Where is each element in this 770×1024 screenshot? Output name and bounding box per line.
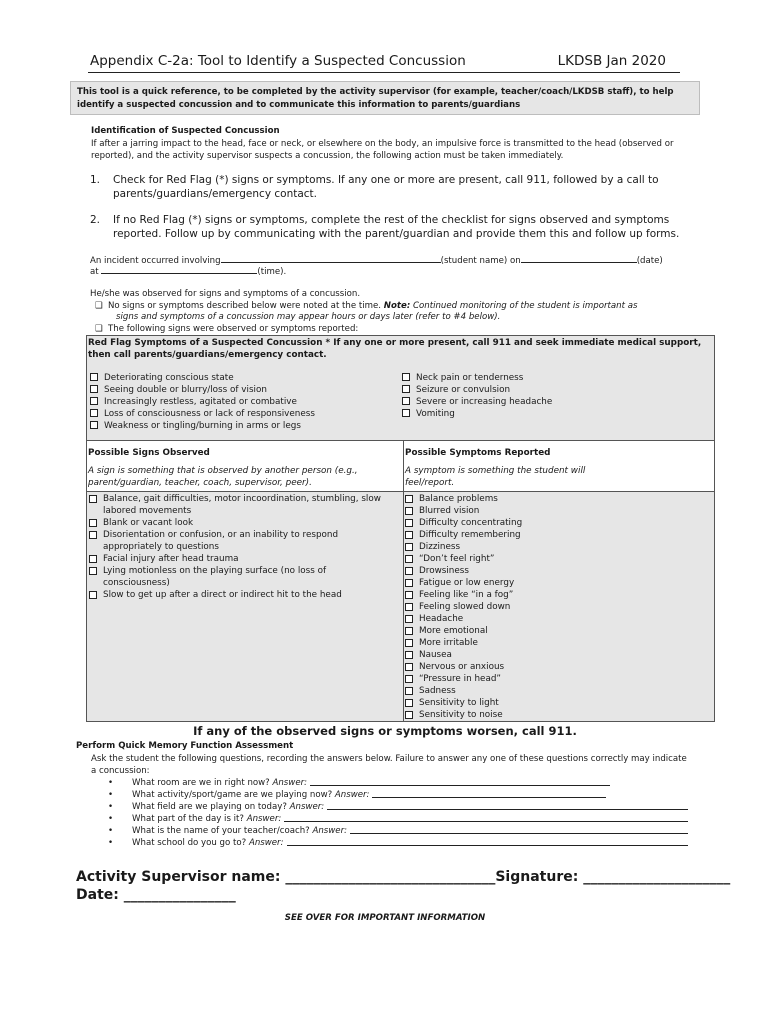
checkbox-icon[interactable] bbox=[405, 543, 413, 551]
signs-heading: Possible Signs Observed bbox=[88, 448, 210, 458]
footer-note: SEE OVER FOR IMPORTANT INFORMATION bbox=[284, 913, 486, 923]
red-flag-heading: Red Flag Symptoms of a Suspected Concussion * If any one or more present, call 911 and seek immediate medical support, then call parents/guardians/emergency contact. bbox=[88, 338, 702, 360]
symptom-item: “Pressure in head” bbox=[405, 673, 705, 685]
step-number: 1. bbox=[90, 174, 101, 186]
checkbox-icon[interactable] bbox=[405, 591, 413, 599]
action-steps bbox=[90, 173, 690, 253]
checkbox-icon[interactable] bbox=[90, 397, 98, 405]
symptom-item: Difficulty concentrating bbox=[405, 517, 705, 529]
checkbox-icon[interactable] bbox=[89, 495, 97, 503]
step-number: 2. bbox=[90, 214, 101, 226]
option-no-signs bbox=[90, 301, 690, 313]
checkbox-icon[interactable] bbox=[405, 651, 413, 659]
at-label: at bbox=[90, 267, 99, 277]
incident-line-2 bbox=[90, 265, 286, 278]
note-label: Note: bbox=[383, 300, 411, 311]
symptom-item: Headache bbox=[405, 613, 705, 625]
answer-field[interactable] bbox=[350, 825, 688, 834]
checkbox-icon[interactable] bbox=[90, 421, 98, 429]
supervisor-label: Activity Supervisor name: bbox=[76, 869, 281, 885]
symptom-item: Sadness bbox=[405, 685, 705, 697]
symptoms-description: A symptom is something the student will feel/report. bbox=[405, 466, 586, 488]
date-label: Date: bbox=[76, 887, 119, 903]
checkbox-icon[interactable] bbox=[89, 555, 97, 563]
answer-field[interactable] bbox=[310, 777, 610, 786]
sign-item: Slow to get up after a direct or indirect hit to the head bbox=[89, 589, 399, 601]
answer-field[interactable] bbox=[372, 789, 606, 798]
red-flag-item: Deteriorating conscious state bbox=[90, 372, 315, 384]
symptom-item: Sensitivity to noise bbox=[405, 709, 705, 721]
question-item: • What is the name of your teacher/coach? Answer: bbox=[108, 825, 688, 837]
checkbox-icon[interactable] bbox=[402, 385, 410, 393]
question-item: • What part of the day is it? Answer: bbox=[108, 813, 688, 825]
red-flag-item: Vomiting bbox=[402, 408, 552, 420]
sign-item: Lying motionless on the playing surface (no loss of consciousness) bbox=[89, 565, 399, 589]
checkbox-icon[interactable] bbox=[89, 531, 97, 539]
checkbox-icon[interactable] bbox=[405, 495, 413, 503]
page-title: Appendix C-2a: Tool to Identify a Suspected Concussion bbox=[90, 53, 466, 69]
red-flag-item: Seeing double or blurry/loss of vision bbox=[90, 384, 315, 396]
question-item: • What room are we in right now? Answer: bbox=[108, 777, 688, 789]
signature-label: Signature: bbox=[495, 869, 579, 885]
option-signs-observed bbox=[90, 324, 690, 336]
signs-symptoms-box bbox=[86, 491, 715, 722]
symptom-item: Fatigue or low energy bbox=[405, 577, 705, 589]
memory-instructions: Ask the student the following questions, recording the answers below. Failure to answer any one of these questions correctly may indicate a concussion: bbox=[91, 754, 687, 776]
date-label: (date) bbox=[636, 256, 663, 266]
checkbox-icon[interactable] bbox=[405, 519, 413, 527]
memory-heading: Perform Quick Memory Function Assessment bbox=[76, 741, 294, 751]
supervisor-name-field[interactable]: ______________________________ bbox=[285, 869, 496, 885]
symptoms-heading: Possible Symptoms Reported bbox=[405, 448, 551, 458]
checkbox-icon[interactable] bbox=[405, 711, 413, 719]
symptom-item: Feeling like “in a fog” bbox=[405, 589, 705, 601]
checkbox-icon[interactable] bbox=[405, 639, 413, 647]
student-name-field[interactable] bbox=[221, 254, 441, 263]
signs-description: A sign is something that is observed by another person (e.g., parent/guardian, teacher, coach, supervisor, peer). bbox=[88, 466, 358, 488]
sign-item: Disorientation or confusion, or an inability to respond appropriately to questions bbox=[89, 529, 399, 553]
option-text: No signs or symptoms described below were noted at the time. bbox=[108, 300, 382, 311]
answer-field[interactable] bbox=[287, 837, 689, 846]
symptom-item: Difficulty remembering bbox=[405, 529, 705, 541]
red-flag-item: Seizure or convulsion bbox=[402, 384, 552, 396]
checkbox-icon[interactable] bbox=[90, 409, 98, 417]
checkbox-icon[interactable] bbox=[405, 675, 413, 683]
symptom-item: More emotional bbox=[405, 625, 705, 637]
step-1 bbox=[90, 173, 690, 201]
student-name-label: (student name) on bbox=[440, 256, 521, 266]
worsen-warning: If any of the observed signs or symptoms worsen, call 911. bbox=[193, 724, 577, 738]
signature-date-field[interactable]: ________________ bbox=[123, 887, 236, 903]
note-text: Continued monitoring of the student is important as bbox=[413, 300, 638, 311]
symptom-item: More irritable bbox=[405, 637, 705, 649]
sign-item: Blank or vacant look bbox=[89, 517, 399, 529]
checkbox-icon[interactable] bbox=[90, 373, 98, 381]
symptom-item: Dizziness bbox=[405, 541, 705, 553]
checkbox-icon[interactable]: ❑ bbox=[95, 300, 103, 311]
identification-text: If after a jarring impact to the head, face or neck, or elsewhere on the body, an impulsive force is transmitted to the head (observed or reported), and the activity supervisor suspects a concussion, the following action must be taken immediately. bbox=[91, 139, 674, 161]
checkbox-icon[interactable] bbox=[405, 687, 413, 695]
memory-questions bbox=[108, 777, 688, 849]
checkbox-icon[interactable] bbox=[405, 567, 413, 575]
step-text: Check for Red Flag (*) signs or symptoms. If any one or more are present, call 911, followed by a call to parents/guardians/emergency contact. bbox=[113, 174, 659, 200]
symptom-item: Blurred vision bbox=[405, 505, 705, 517]
intro-box: This tool is a quick reference, to be completed by the activity supervisor (for example, teacher/coach/LKDSB staff), to help identify a suspected concussion and to communicate this information to parents/guardians bbox=[70, 81, 700, 115]
red-flag-right-list bbox=[402, 372, 552, 420]
incident-label: An incident occurred involving bbox=[90, 256, 221, 266]
note-continuation bbox=[90, 312, 690, 324]
red-flag-item: Loss of consciousness or lack of responsiveness bbox=[90, 408, 315, 420]
red-flag-item: Increasingly restless, agitated or combative bbox=[90, 396, 315, 408]
checkbox-icon[interactable] bbox=[90, 385, 98, 393]
date-field[interactable] bbox=[521, 254, 637, 263]
step-text: If no Red Flag (*) signs or symptoms, complete the rest of the checklist for signs observed and symptoms reported. Follow up by communicating with the parent/guardian and provide them this and follow up forms. bbox=[113, 214, 680, 240]
checkbox-icon[interactable] bbox=[405, 603, 413, 611]
symptom-item: Sensitivity to light bbox=[405, 697, 705, 709]
note-text-2: signs and symptoms of a concussion may appear hours or days later (refer to #4 below). bbox=[116, 312, 501, 322]
checkbox-icon[interactable] bbox=[405, 699, 413, 707]
supervisor-line bbox=[76, 868, 730, 886]
red-flag-left-list bbox=[90, 372, 315, 432]
symptoms-list bbox=[405, 493, 705, 721]
date-line bbox=[76, 886, 730, 904]
checkbox-icon[interactable] bbox=[405, 615, 413, 623]
symptom-item: Feeling slowed down bbox=[405, 601, 705, 613]
answer-field[interactable] bbox=[327, 801, 688, 810]
answer-field[interactable] bbox=[284, 813, 688, 822]
time-label: (time). bbox=[257, 267, 287, 277]
identification-heading: Identification of Suspected Concussion bbox=[91, 126, 280, 136]
checkbox-icon[interactable] bbox=[89, 519, 97, 527]
symptom-item: Nervous or anxious bbox=[405, 661, 705, 673]
question-item: • What activity/sport/game are we playing now? Answer: bbox=[108, 789, 688, 801]
checkbox-icon[interactable] bbox=[89, 591, 97, 599]
observed-section bbox=[90, 289, 690, 335]
symptom-item: Nausea bbox=[405, 649, 705, 661]
red-flag-item: Weakness or tingling/burning in arms or legs bbox=[90, 420, 315, 432]
checkbox-icon[interactable]: ❑ bbox=[95, 323, 103, 334]
signature-field[interactable]: _____________________ bbox=[583, 869, 731, 885]
step-2 bbox=[90, 213, 690, 241]
red-flag-item: Neck pain or tenderness bbox=[402, 372, 552, 384]
checkbox-icon[interactable] bbox=[405, 531, 413, 539]
checkbox-icon[interactable] bbox=[402, 397, 410, 405]
question-item: • What field are we playing on today? Answer: bbox=[108, 801, 688, 813]
symptom-item: Drowsiness bbox=[405, 565, 705, 577]
red-flag-box bbox=[86, 335, 715, 441]
option-text: The following signs were observed or symptoms reported: bbox=[108, 323, 359, 334]
board-date: LKDSB Jan 2020 bbox=[557, 53, 666, 69]
page-header bbox=[88, 53, 680, 73]
sign-item: Balance, gait difficulties, motor incoordination, stumbling, slow labored movements bbox=[89, 493, 399, 517]
checkbox-icon[interactable] bbox=[405, 579, 413, 587]
time-field[interactable] bbox=[101, 265, 257, 274]
signs-symptoms-header bbox=[86, 441, 715, 491]
checkbox-icon[interactable] bbox=[405, 555, 413, 563]
checkbox-icon[interactable] bbox=[405, 663, 413, 671]
symptom-item: “Don’t feel right” bbox=[405, 553, 705, 565]
symptom-item: Balance problems bbox=[405, 493, 705, 505]
question-item: • What school do you go to? Answer: bbox=[108, 837, 688, 849]
red-flag-item: Severe or increasing headache bbox=[402, 396, 552, 408]
signs-header bbox=[88, 447, 388, 489]
checkbox-icon[interactable] bbox=[405, 627, 413, 635]
checkbox-icon[interactable] bbox=[402, 409, 410, 417]
observed-intro: He/she was observed for signs and symptoms of a concussion. bbox=[90, 289, 361, 299]
signature-block bbox=[76, 868, 730, 904]
sign-item: Facial injury after head trauma bbox=[89, 553, 399, 565]
checkbox-icon[interactable] bbox=[89, 567, 97, 575]
signs-list bbox=[89, 493, 399, 601]
checkbox-icon[interactable] bbox=[405, 507, 413, 515]
checkbox-icon[interactable] bbox=[402, 373, 410, 381]
symptoms-header bbox=[405, 447, 605, 489]
